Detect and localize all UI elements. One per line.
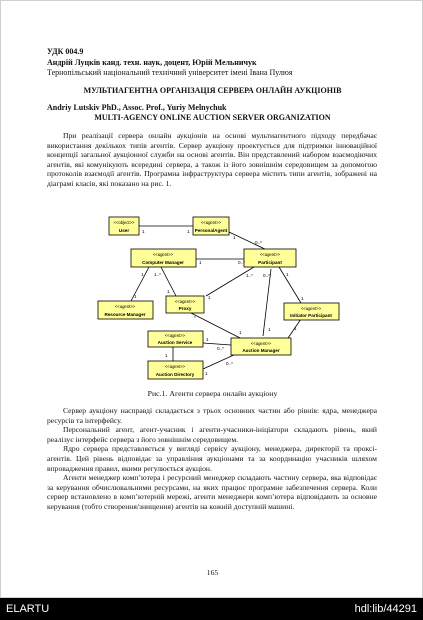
- node-auctionmgr-stereotype: <<agent>>: [250, 341, 272, 346]
- node-personal-stereotype: <<agent>>: [200, 220, 222, 225]
- node-participant-stereotype: <<agent>>: [259, 252, 281, 257]
- mult-label: 0..*: [217, 346, 224, 351]
- mult-label: 1: [233, 235, 236, 240]
- node-initiator-stereotype: <<agent>>: [300, 306, 322, 311]
- title-ua: МУЛЬТИАГЕНТНА ОРГАНІЗАЦІЯ СЕРВЕРА ОНЛАЙН АУКЦІОНІВ: [83, 86, 342, 95]
- node-computer-stereotype: <<agent>>: [152, 252, 174, 257]
- udc-code: УДК 004.9: [47, 47, 84, 56]
- node-directory-stereotype: <<agent>>: [164, 364, 186, 369]
- node-participant: [244, 249, 296, 267]
- edge-participant-initiator: [279, 267, 301, 303]
- mult-label: 1: [239, 330, 242, 335]
- body-text: [47, 406, 377, 512]
- edge-participant-proxy: [206, 267, 254, 296]
- mult-label: 1: [141, 272, 144, 277]
- edge-participant-auctionmgr: [263, 269, 271, 336]
- mult-label: 1..*: [246, 273, 253, 278]
- node-directory-label: Auction Directory: [155, 372, 195, 377]
- node-resource-manager: [98, 301, 153, 319]
- node-computer-manager: [131, 249, 196, 267]
- edge-service-auctionmgr: [203, 343, 231, 345]
- mult-label: 1: [142, 229, 145, 234]
- footer-bar: [0, 598, 423, 620]
- node-personal-agent: [193, 217, 229, 235]
- node-proxy-label: Proxy: [178, 306, 192, 311]
- node-proxy-stereotype: <<agent>>: [174, 299, 196, 304]
- node-computer-label: Computer Manager: [142, 260, 184, 265]
- footer-repository-label: ELARTU: [6, 603, 50, 615]
- footer-handle-link[interactable]: hdl:lib/44291: [354, 603, 417, 615]
- node-personal-label: PersonalAgent: [194, 228, 228, 233]
- mult-label: 1: [208, 295, 211, 300]
- mult-label: 0..*: [263, 273, 270, 278]
- node-user-label: User: [118, 228, 130, 233]
- body-paragraph: Ядро сервера представляється у вигляді сервісу аукціону, менеджера, директорії та проксі-агентів. Цей рівень відповідає за управління аукціонами та за координацію учасників шляхом впровадження правил, якими регулюється аукціон.: [47, 444, 377, 473]
- mult-label: 1: [206, 337, 209, 342]
- university: Тернопільський національний технічний університет імені Івана Пулюя: [47, 68, 293, 77]
- mult-label: 1: [134, 294, 137, 299]
- node-proxy: [166, 296, 204, 313]
- mult-label: 0..*: [238, 260, 245, 265]
- mult-label: 1: [286, 272, 289, 277]
- authors-ua: Андрій Луцків канд. техн. наук, доцент, Юрій Мельничук: [47, 58, 257, 67]
- authors-en: Andriy Lutskiv PhD., Assoc. Prof., Yuriy Melnychuk: [47, 103, 227, 112]
- node-participant-label: Participant: [258, 260, 282, 265]
- figure-caption: Рис.1. Агенти сервера онлайн аукціону: [147, 389, 278, 398]
- mult-label: 1: [199, 260, 202, 265]
- node-initiator-participant: [284, 303, 339, 320]
- title-en: MULTI-AGENCY ONLINE AUCTION SERVER ORGANIZATION: [94, 113, 331, 122]
- node-service-stereotype: <<agent>>: [164, 333, 186, 338]
- node-resource-stereotype: <<agent>>: [114, 304, 136, 309]
- body-paragraph: Сервер аукціону насправді складається з трьох основних частин або рівнів: ядра, менеджера ресурсів та інтерфейсу.: [47, 406, 377, 425]
- mult-label: 1: [268, 327, 271, 332]
- body-paragraph: Персональний агент, агент-учасник і агенти-учасники-ініціатори складають рівень, який реалізує інтерфейс сервера з його зовнішнім середовищем.: [47, 425, 377, 444]
- mult-label: 1: [301, 296, 304, 301]
- page-number: 165: [206, 568, 219, 577]
- mult-label: 1..*: [154, 272, 161, 277]
- mult-label: 1: [187, 229, 190, 234]
- node-resource-label: Resource Manager: [104, 312, 146, 317]
- node-user-stereotype: <<object>>: [113, 220, 135, 225]
- mult-label: 1: [167, 289, 170, 294]
- node-auction-directory: [148, 361, 203, 379]
- node-service-label: Auction Service: [157, 340, 193, 345]
- node-initiator-label: Initiator Participant: [290, 313, 332, 318]
- mult-label: 1: [294, 326, 297, 331]
- node-auction-service: [148, 331, 203, 347]
- mult-label: 0..*: [226, 361, 233, 366]
- mult-label: 1: [165, 353, 168, 358]
- mult-label: *: [194, 315, 196, 320]
- node-user: [109, 217, 139, 235]
- mult-label: 0..*: [255, 240, 262, 245]
- mult-label: 1: [205, 371, 208, 376]
- node-auctionmgr-label: Auction Manager: [242, 348, 280, 353]
- body-paragraph: Агенти менеджер комп’ютера і ресурсний менеджер складають частину сервера, яка відповідає за керування обчислювальними ресурсами, на яких працює програмне забезпечення сервера. Коли сервер встановлено в комп’ютерній мережі, агенти менеджери комп’ютера відповідають за основне керування (тобто створення/знищення) агентів на кожній доступній машині.: [47, 473, 377, 511]
- node-auction-manager: [231, 338, 291, 355]
- intro-text: При реалізації сервера онлайн аукціонів на основі мультиагентного підходу передбачає використання декількох типів агентів. Сервер аукціону проектується для підтримки інноваційної концепції загальної аукціонної служби на основі агентів. Він представлений набором взаємодіючих агентів, які комунікують всередині сервера, а також із його зовнішнім середовищем за допомогою протоколів взаємодії агентів. Програмна інфраструктура сервера містить типи агентів, зображені на діаграмі класів, які показано на рис. 1.: [47, 131, 377, 188]
